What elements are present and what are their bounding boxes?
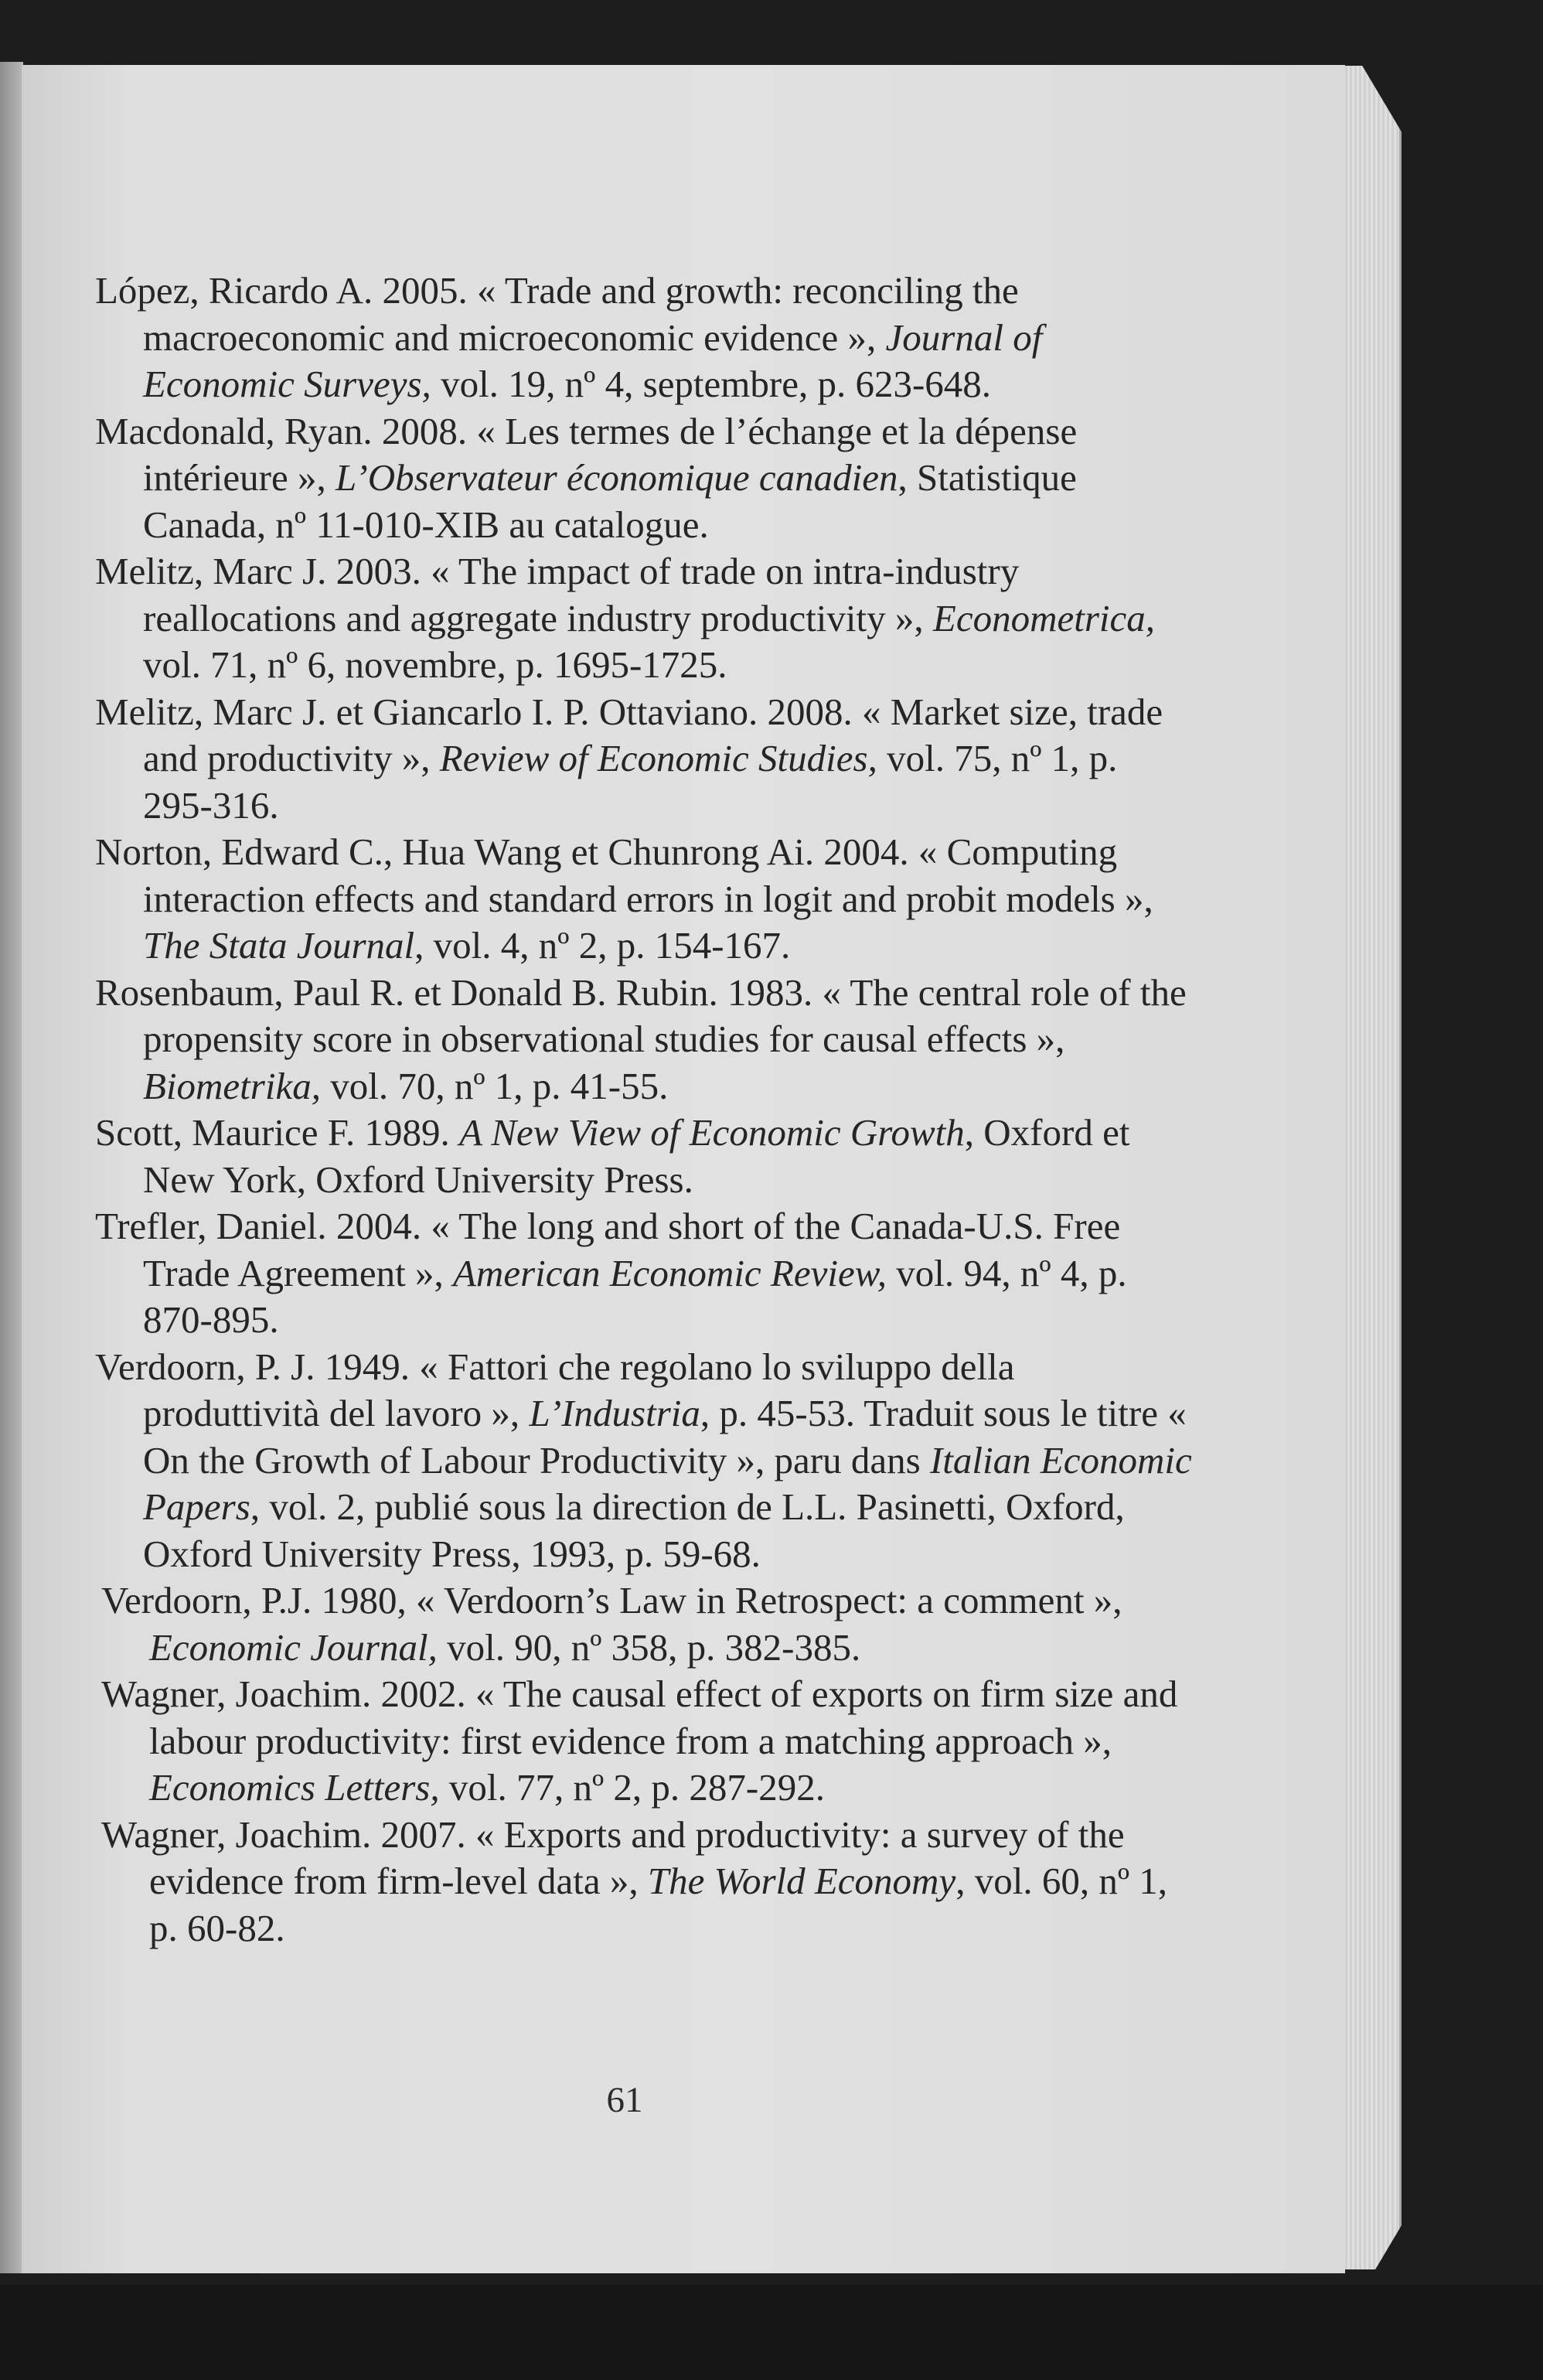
reference-entry: Wagner, Joachim. 2007. « Exports and productivity: a survey of the evidence from firm-level data », The World Economy, vol. 60, nº 1, p. 60-82. bbox=[101, 1812, 1168, 1949]
reference-entry: Verdoorn, P.J. 1980, « Verdoorn’s Law in Retrospect: a comment », Economic Journal, vol. 90, nº 358, p. 382-385. bbox=[101, 1579, 1122, 1669]
reference-entry: Trefler, Daniel. 2004. « The long and short of the Canada-U.S. Free Trade Agreement », American Economic Review, vol. 94, nº 4, p. 870-895. bbox=[95, 1205, 1127, 1341]
reference-entry: Scott, Maurice F. 1989. A New View of Economic Growth, Oxford et New York, Oxford University Press. bbox=[95, 1111, 1130, 1201]
reference-entry: Verdoorn, P. J. 1949. « Fattori che regolano lo sviluppo della produttività del lavoro », L’Industria, p. 45-53. Traduit sous le titre « On the Growth of Labour Productivity », paru dans Italian Economic Papers, vol. 2, publié sous la direction de L.L. Pasinetti, Oxford, Oxford University Press, 1993, p. 59-68. bbox=[95, 1345, 1192, 1575]
reference-entry: Melitz, Marc J. 2003. « The impact of trade on intra-industry reallocations and aggregate industry productivity », Econometrica, vol. 71, nº 6, novembre, p. 1695-1725. bbox=[95, 550, 1156, 686]
book-page bbox=[22, 65, 1345, 2273]
reference-entry: López, Ricardo A. 2005. « Trade and growth: reconciling the macroeconomic and microeconomic evidence », Journal of Economic Surveys, vol. 19, nº 4, septembre, p. 623-648. bbox=[95, 269, 1043, 405]
reference-entry: Norton, Edward C., Hua Wang et Chunrong Ai. 2004. « Computing interaction effects and standard errors in logit and probit models », The Stata Journal, vol. 4, nº 2, p. 154-167. bbox=[95, 830, 1153, 967]
reference-entry: Rosenbaum, Paul R. et Donald B. Rubin. 1983. « The central role of the propensity score in observational studies for causal effects », Biometrika, vol. 70, nº 1, p. 41-55. bbox=[95, 970, 1187, 1107]
background-bottom bbox=[0, 2285, 1543, 2380]
facing-page-edge bbox=[0, 62, 23, 2273]
reference-entry: Melitz, Marc J. et Giancarlo I. P. Ottaviano. 2008. « Market size, trade and productivity », Review of Economic Studies, vol. 75, nº 1, p. 295-316. bbox=[95, 690, 1163, 827]
page-number: 61 bbox=[606, 2080, 643, 2120]
reference-list bbox=[95, 268, 1193, 1952]
reference-entry: Macdonald, Ryan. 2008. « Les termes de l’échange et la dépense intérieure », L’Observateur économique canadien, Statistique Canada, nº 11-010-XIB au catalogue. bbox=[95, 409, 1078, 546]
reference-entry: Wagner, Joachim. 2002. « The causal effect of exports on firm size and labour productivity: first evidence from a matching approach », Economics Letters, vol. 77, nº 2, p. 287-292. bbox=[101, 1672, 1178, 1809]
